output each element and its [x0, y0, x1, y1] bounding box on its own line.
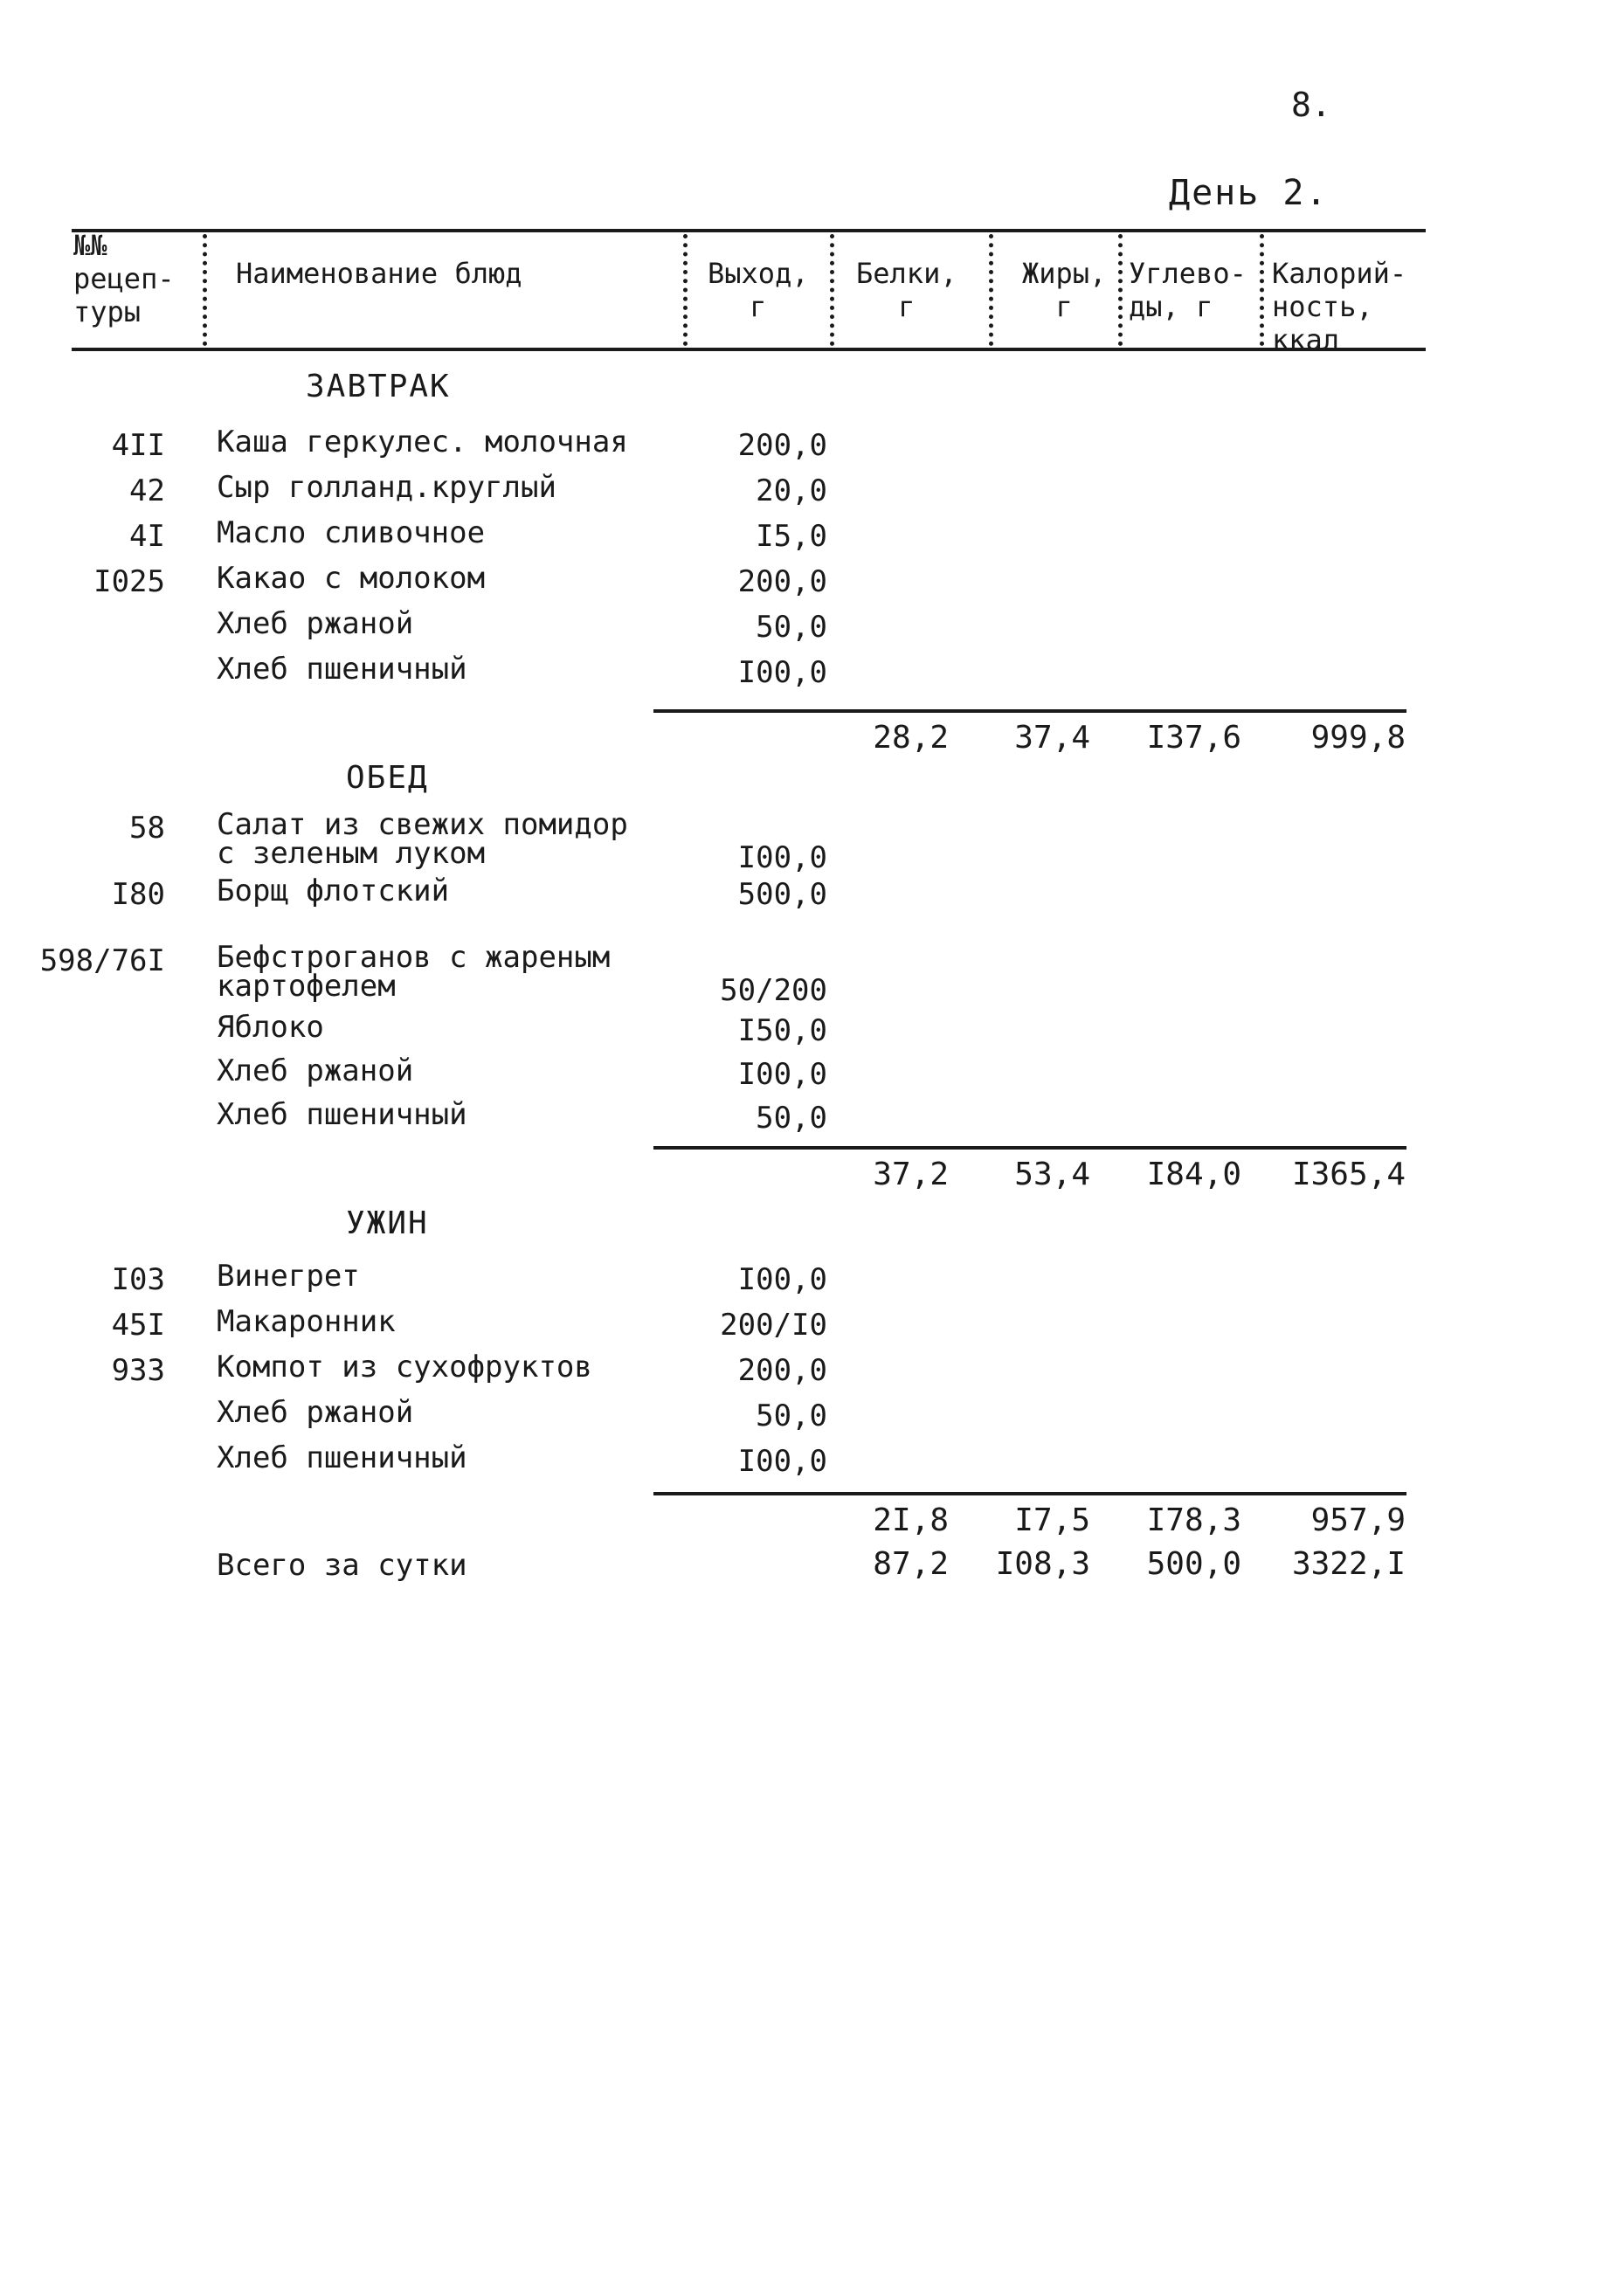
- dish-output: I00,0: [737, 840, 827, 875]
- dish-name: Каша геркулес. молочная: [217, 425, 628, 459]
- day-total-calories: 3322,I: [1291, 1546, 1406, 1582]
- header-column-separator: [989, 234, 993, 346]
- menu-item-row: [0, 1010, 1624, 1057]
- table-top-rule: [72, 229, 1426, 232]
- dish-output: 50/200: [720, 973, 827, 1008]
- dish-output: 500,0: [737, 877, 827, 912]
- header-output: Выход, г: [708, 257, 809, 323]
- menu-item-row: [0, 807, 1624, 875]
- dish-name: Хлеб пшеничный: [217, 652, 467, 687]
- table-header-rule: [72, 348, 1426, 351]
- meal-total-carbs: I84,0: [1146, 1157, 1241, 1192]
- menu-item-row: [0, 470, 1624, 517]
- dish-output: 200,0: [737, 564, 827, 599]
- menu-item-row: [0, 425, 1624, 472]
- header-dish-name: Наименование блюд: [236, 257, 522, 290]
- dish-name: Макаронник: [217, 1304, 396, 1339]
- recipe-number: 933: [111, 1353, 165, 1388]
- meal-total-fats: 37,4: [1014, 720, 1090, 756]
- dish-output: 50,0: [756, 610, 827, 645]
- meal-subtotal-rule: [653, 709, 1406, 713]
- dish-output: I00,0: [737, 1262, 827, 1297]
- day-label: День 2.: [1169, 173, 1329, 213]
- dish-output: 50,0: [756, 1101, 827, 1136]
- dish-output: 200,0: [737, 1353, 827, 1388]
- dish-output: I5,0: [756, 519, 827, 554]
- meal-total-calories: I365,4: [1291, 1157, 1406, 1192]
- dish-name: Салат из свежих помидор с зеленым луком: [217, 807, 628, 871]
- meal-total-carbs: I37,6: [1146, 720, 1241, 756]
- dish-output: 200/I0: [720, 1308, 827, 1343]
- header-calories: Калорий- ность, ккал: [1272, 257, 1407, 356]
- meal-subtotal-rule: [653, 1146, 1406, 1150]
- menu-item-row: [0, 1097, 1624, 1144]
- menu-item-row: [0, 940, 1624, 1008]
- recipe-number: 58: [129, 811, 165, 846]
- header-column-separator: [1260, 234, 1264, 346]
- menu-item-row: [0, 1259, 1624, 1306]
- page-number: 8.: [1291, 86, 1331, 124]
- dish-output: 50,0: [756, 1398, 827, 1433]
- dish-name: Винегрет: [217, 1259, 360, 1294]
- menu-item-row: [0, 1440, 1624, 1488]
- meal-total-fats: I7,5: [1014, 1502, 1090, 1538]
- meal-total-proteins: 28,2: [873, 720, 949, 756]
- dish-name: Хлеб ржаной: [217, 606, 414, 641]
- recipe-number: I03: [111, 1262, 165, 1297]
- header-carbs: Углево- ды, г: [1129, 257, 1247, 323]
- day-total-fats: I08,3: [995, 1546, 1090, 1582]
- meal-title: ОБЕД: [346, 760, 429, 796]
- dish-output: I00,0: [737, 1444, 827, 1479]
- dish-output: 20,0: [756, 473, 827, 508]
- day-total-proteins: 87,2: [873, 1546, 949, 1582]
- menu-item-row: [0, 1053, 1624, 1101]
- dish-output: I00,0: [737, 1057, 827, 1092]
- dish-name: Хлеб пшеничный: [217, 1440, 467, 1475]
- header-column-separator: [1118, 234, 1123, 346]
- dish-name: Хлеб ржаной: [217, 1053, 414, 1088]
- header-recipe-no: №№ рецеп- туры: [73, 229, 175, 328]
- day-total-carbs: 500,0: [1146, 1546, 1241, 1582]
- meal-total-proteins: 37,2: [873, 1157, 949, 1192]
- header-column-separator: [203, 234, 207, 346]
- menu-item-row: [0, 561, 1624, 608]
- header-column-separator: [830, 234, 834, 346]
- recipe-number: 598/76I: [39, 943, 165, 978]
- menu-item-row: [0, 1304, 1624, 1351]
- menu-item-row: [0, 606, 1624, 653]
- dish-name: Бефстроганов с жареным картофелем: [217, 940, 611, 1004]
- recipe-number: 42: [129, 473, 165, 508]
- dish-name: Сыр голланд.круглый: [217, 470, 556, 505]
- menu-item-row: [0, 1350, 1624, 1397]
- meal-title: УЖИН: [346, 1205, 429, 1241]
- meal-title: ЗАВТРАК: [306, 369, 451, 404]
- dish-output: I50,0: [737, 1013, 827, 1048]
- header-column-separator: [683, 234, 688, 346]
- header-fats: Жиры, г: [1022, 257, 1107, 323]
- menu-item-row: [0, 515, 1624, 563]
- dish-name: Какао с молоком: [217, 561, 486, 596]
- meal-total-carbs: I78,3: [1146, 1502, 1241, 1538]
- menu-item-row: [0, 1395, 1624, 1442]
- dish-output: I00,0: [737, 655, 827, 690]
- dish-name: Хлеб пшеничный: [217, 1097, 467, 1132]
- recipe-number: 45I: [111, 1308, 165, 1343]
- meal-subtotal-rule: [653, 1492, 1406, 1495]
- dish-name: Борщ флотский: [217, 874, 450, 908]
- day-total-label: Всего за сутки: [217, 1548, 467, 1583]
- recipe-number: 4I: [129, 519, 165, 554]
- meal-total-proteins: 2I,8: [873, 1502, 949, 1538]
- dish-output: 200,0: [737, 428, 827, 463]
- dish-name: Яблоко: [217, 1010, 324, 1045]
- menu-item-row: [0, 652, 1624, 699]
- meal-total-calories: 999,8: [1310, 720, 1406, 756]
- menu-item-row: [0, 874, 1624, 921]
- recipe-number: I025: [93, 564, 165, 599]
- recipe-number: I80: [111, 877, 165, 912]
- meal-total-fats: 53,4: [1014, 1157, 1090, 1192]
- recipe-number: 4II: [111, 428, 165, 463]
- dish-name: Масло сливочное: [217, 515, 486, 550]
- meal-total-calories: 957,9: [1310, 1502, 1406, 1538]
- header-proteins: Белки, г: [856, 257, 957, 323]
- dish-name: Компот из сухофруктов: [217, 1350, 592, 1385]
- dish-name: Хлеб ржаной: [217, 1395, 414, 1430]
